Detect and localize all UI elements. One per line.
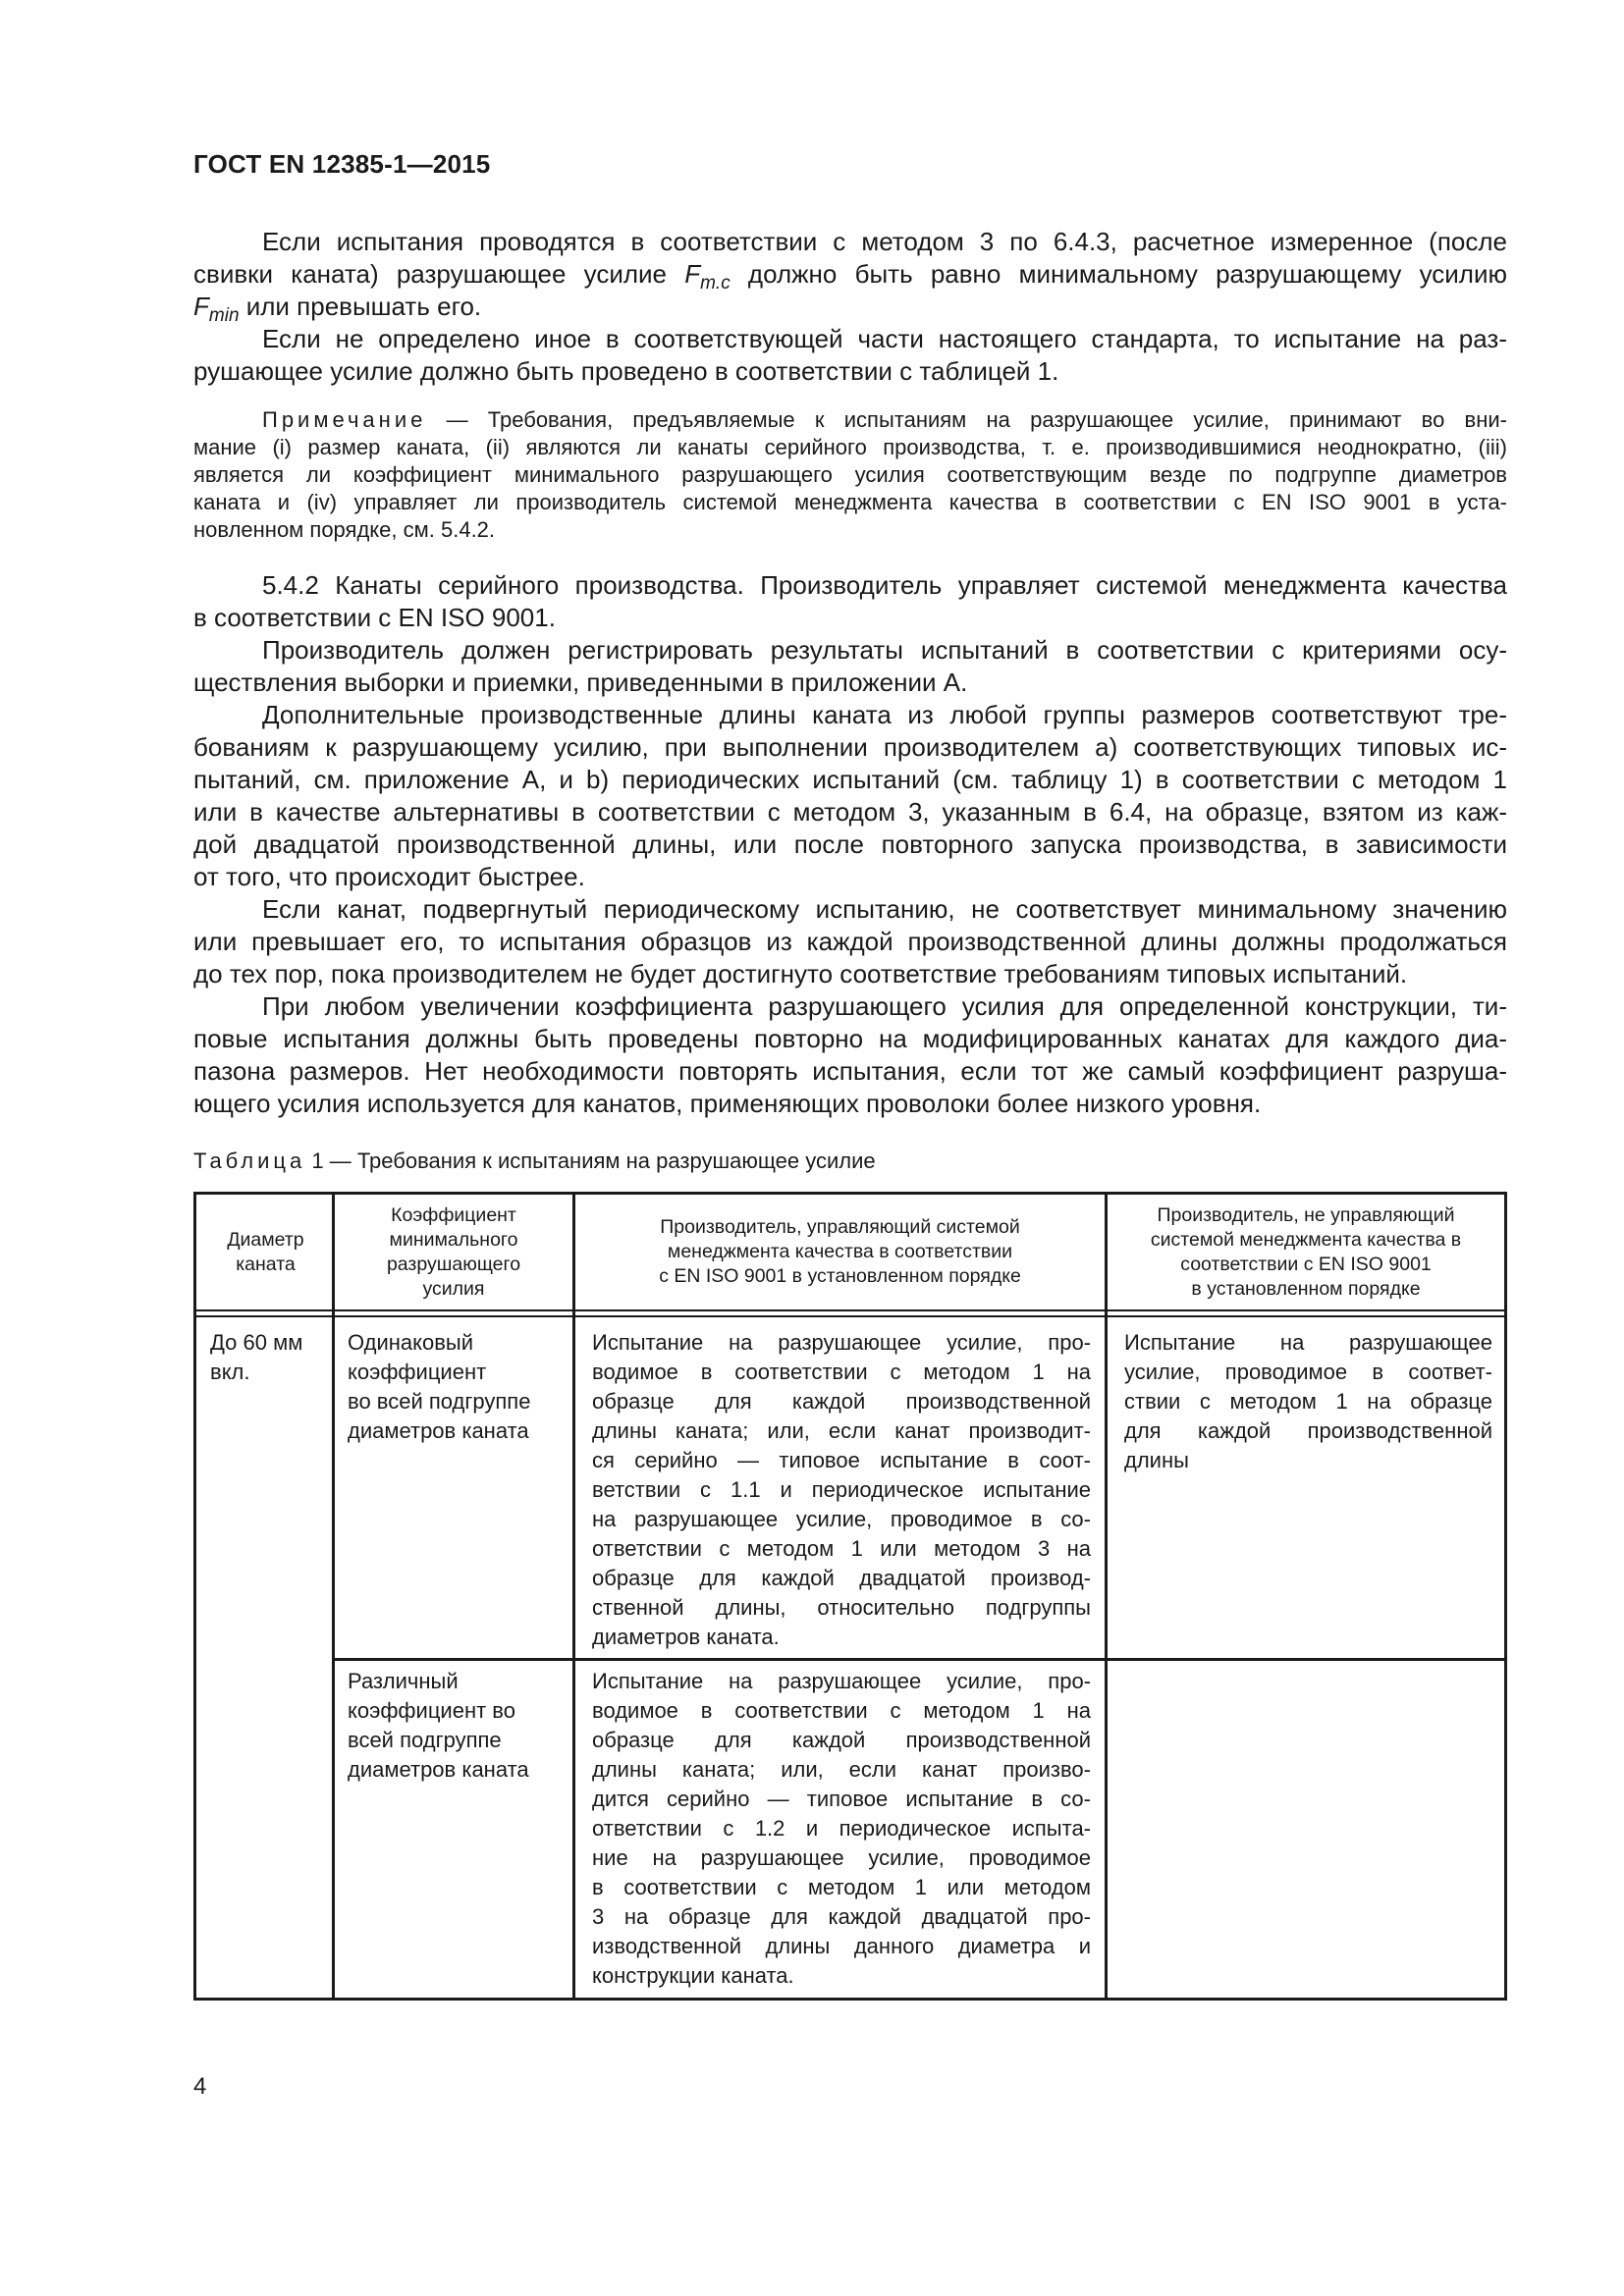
header-text: с EN ISO 9001 в установленном порядке [659,1265,1021,1287]
text-line: в соответствии с EN ISO 9001. [193,603,556,632]
header-text: Диаметр [227,1228,304,1251]
cell-text: ответствии с методом 1 или методом 3 на [592,1536,1091,1561]
cell-text: Одинаковый [348,1330,474,1355]
cell-text: диаметров каната [348,1418,529,1443]
table-caption [193,1148,876,1174]
cell-text: ние на разрушающее усилие, проводимое [592,1845,1091,1870]
cell-text: ветствии с 1.1 и периодическое испытание [592,1477,1091,1502]
header-text: каната [236,1253,296,1275]
cell-text: изводственной длины данного диаметра и [592,1934,1091,1958]
header-text: в установленном порядке [1191,1277,1421,1300]
text-line: ществления выборки и приемки, приведенными в приложении А. [193,667,968,697]
text-line [193,258,1507,294]
cell-coefficient-row2 [348,1667,566,1785]
symbol-subscript: m.c [700,273,731,294]
text-line: Дополнительные производственные длины каната из любой группы размеров соответствуют тре- [262,700,1507,729]
cell-text: образце для каждой двадцатой производ- [592,1566,1091,1590]
cell-text: конструкции каната. [592,1963,794,1988]
header-text: усилия [422,1277,485,1300]
text-line: Если канат, подвергнутый периодическому испытанию, не соответствует минимальному значению [262,894,1507,924]
cell-text: ся серийно — типовое испытание в соот- [592,1448,1091,1472]
cell-text: Испытание на разрушающее усилие, про- [592,1669,1091,1693]
text-line: ющего усилия используется для канатов, применяющих проволоки более низкого уровня. [193,1089,1262,1118]
header-text: Коэффициент [391,1203,516,1226]
cell-text: диаметров каната. [592,1625,780,1649]
row-divider [332,1658,1504,1661]
cell-text: длины [1124,1448,1189,1472]
symbol-subscript: min [208,305,240,326]
text-line: пазона размеров. Нет необходимости повторять испытания, если тот же самый коэффициент разруша- [193,1056,1507,1086]
text-fragment: или превышать его. [239,292,482,321]
cell-text: Испытание на разрушающее усилие, про- [592,1330,1091,1355]
cell-text: длины каната; или, если канат произво- [592,1757,1091,1782]
cell-unmanaged-row1 [1124,1328,1492,1475]
note-line: мание (i) размер каната, (ii) являются ли канаты серийного производства, т. е. производившимися неоднократно, (iii) [193,435,1507,459]
header-text: соответствии с EN ISO 9001 [1180,1253,1432,1275]
cell-text: образце для каждой производственной [592,1389,1091,1414]
note-line: является ли коэффициент минимального разрушающего усилия соответствующим везде по подгруппе диаметров [193,462,1507,487]
cell-text: в соответствии с методом 1 или методом [592,1875,1091,1899]
cell-text: на разрушающее усилие, проводимое в со- [592,1507,1091,1531]
cell-text: коэффициент во [348,1698,515,1723]
cell-text: образце для каждой производственной [592,1728,1091,1752]
cell-text: во всей подгруппе [348,1389,531,1414]
text-line: пытаний, см. приложение А, и b) периодических испытаний (см. таблицу 1) в соответствии с методом 1 [193,765,1507,794]
page-number: 4 [193,2073,207,2100]
header-coefficient [335,1195,572,1309]
document-id-header: ГОСТ EN 12385-1—2015 [193,149,491,179]
cell-coefficient-row1 [348,1328,566,1446]
cell-text: диаметров каната [348,1757,529,1782]
cell-text: усилие, проводимое в соответ- [1124,1360,1492,1384]
text-line: повые испытания должны быть проведены повторно на модифицированных канатах для каждого диа- [193,1024,1507,1053]
header-managed [575,1195,1105,1309]
cell-text: коэффициент [348,1360,487,1384]
cell-text: водимое в соответствии с методом 1 на [592,1360,1091,1384]
text-line [193,291,1507,326]
text-line: При любом увеличении коэффициента разрушающего усилия для определенной конструкции, ти- [262,991,1507,1021]
header-diameter [199,1195,332,1309]
symbol-F: F [193,292,209,321]
text-fragment: свивки каната) разрушающее усилие [193,259,685,289]
text-line: Если испытания проводятся в соответствии с методом 3 по 6.4.3, расчетное измеренное (после [262,227,1507,256]
header-text: Производитель, не управляющий [1157,1203,1455,1226]
text-line: от того, что происходит быстрее. [193,862,585,891]
header-text: разрушающего [386,1253,521,1275]
text-line: или в качестве альтернативы в соответствии с методом 3, указанным в 6.4, на образце, взятом из каж- [193,797,1507,827]
table-caption-title: 1 — Требования к испытаниям на разрушающее усилие [305,1148,876,1173]
cell-text: Испытание на разрушающее [1124,1330,1492,1355]
symbol-F: F [684,259,701,289]
header-divider [196,1315,1504,1317]
text-line: Если не определено иное в соответствующей части настоящего стандарта, то испытание на раз- [262,324,1507,353]
cell-managed-row2 [592,1667,1091,1991]
cell-text: ответствии с 1.2 и периодическое испыта- [592,1816,1091,1841]
text-fragment: — Требования, предъявляемые к испытаниям на разрушающее усилие, принимают во вни- [426,407,1507,432]
text-line: рушающее усилие должно быть проведено в соответствии с таблицей 1. [193,356,1059,386]
table-caption-label: Таблица [193,1148,306,1173]
cell-text: для каждой производственной [1124,1418,1492,1443]
header-text: минимального [389,1228,518,1251]
cell-text: длины каната; или, если канат производит- [592,1418,1091,1443]
text-line: бованиям к разрушающему усилию, при выполнении производителем a) соответствующих типовых ис- [193,732,1507,762]
header-text: Производитель, управляющий системой [660,1216,1020,1238]
cell-text: водимое в соответствии с методом 1 на [592,1698,1091,1723]
text-line: до тех пор, пока производителем не будет достигнуто соответствие требованиям типовых испытаний. [193,959,1408,988]
header-divider [196,1309,1504,1311]
cell-diameter [210,1328,326,1387]
note-line [193,406,1507,434]
cell-text: Различный [348,1669,459,1693]
cell-text: 3 на образце для каждой двадцатой про- [592,1904,1091,1929]
text-line: Производитель должен регистрировать результаты испытаний в соответствии с критериями осу- [262,635,1507,665]
cell-text: ствии с методом 1 на образце [1124,1389,1492,1414]
note-line: новленном порядке, см. 5.4.2. [193,517,496,542]
cell-managed-row1 [592,1328,1091,1652]
text-line: дой двадцатой производственной длины, или после повторного запуска производства, в зависимости [193,829,1507,859]
note-label: Примечание [262,407,427,432]
cell-text: вкл. [210,1360,250,1384]
text-line: 5.4.2 Канаты серийного производства. Производитель управляет системой менеджмента качества [262,570,1507,600]
header-text: менеджмента качества в соответствии [667,1241,1013,1262]
requirements-table [193,1192,1507,2001]
header-unmanaged [1108,1195,1504,1309]
header-text: системой менеджмента качества в [1150,1228,1462,1251]
text-fragment: должно быть равно минимальному разрушающему усилию [730,259,1507,289]
cell-text: дится серийно — типовое испытание в со- [592,1787,1091,1811]
text-line: или превышает его, то испытания образцов из каждой производственной длины должны продолжаться [193,927,1507,956]
note-line: каната и (iv) управляет ли производитель системой менеджмента качества в соответствии с EN ISO 9001 в уста- [193,490,1507,514]
cell-text: До 60 мм [210,1330,303,1355]
cell-text: ственной длины, относительно подгруппы [592,1595,1091,1620]
cell-text: всей подгруппе [348,1728,502,1752]
